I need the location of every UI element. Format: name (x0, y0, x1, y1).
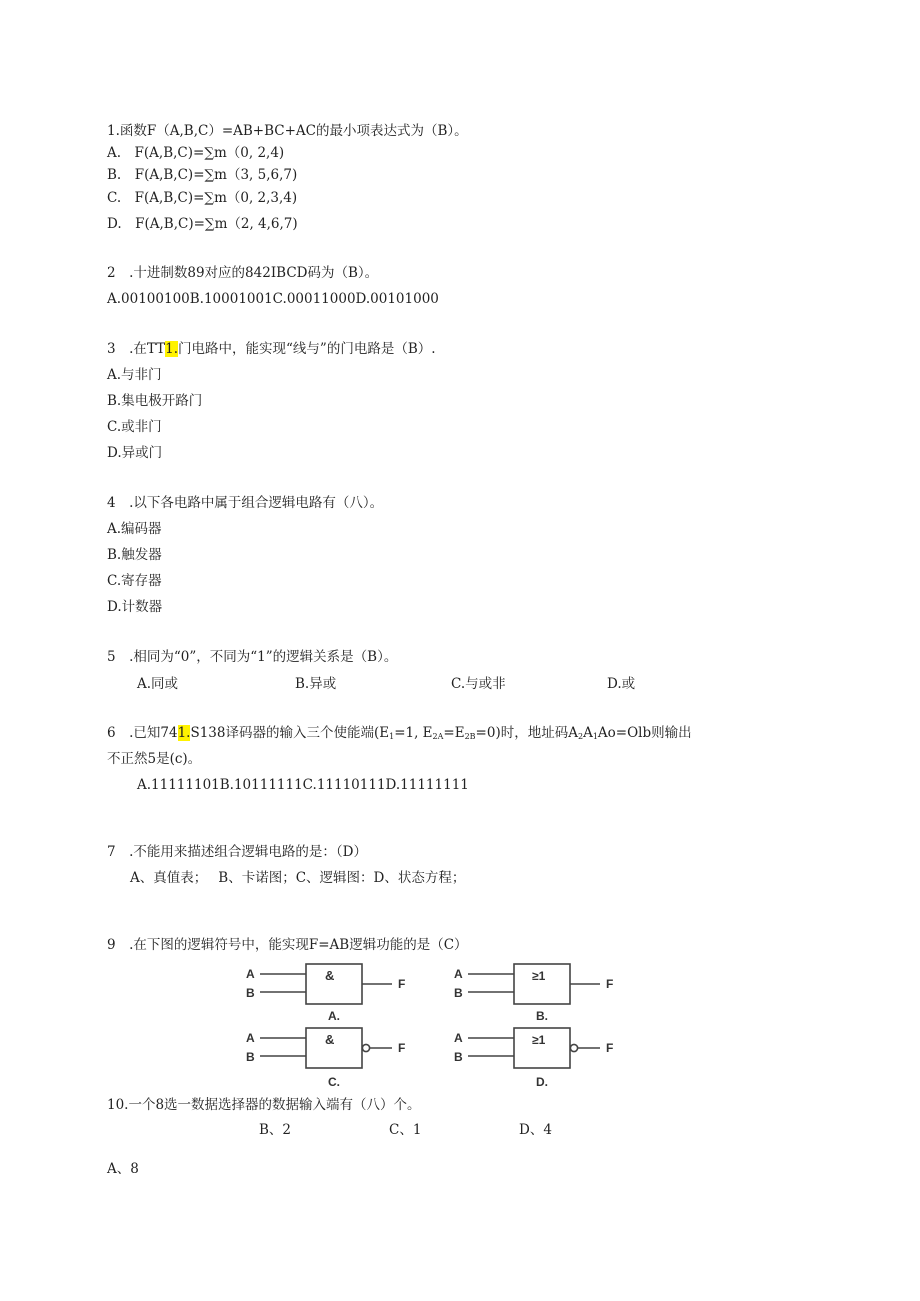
q6-sub4: 2 (577, 732, 584, 741)
gate-c-input-1: A (246, 1031, 255, 1045)
q4-option-a: A.编码器 (107, 521, 162, 537)
q10-option-c: C、1 (389, 1122, 422, 1138)
q6-question (107, 724, 692, 746)
q9-question: 9 .在下图的逻辑符号中，能实现F=AB逻辑功能的是（C） (107, 937, 468, 953)
gate-c-input-2: B (246, 1050, 255, 1064)
gate-d-input-1: A (454, 1031, 463, 1045)
q5-option-d: D.或 (607, 676, 636, 692)
q3-option-b: B.集电极开路门 (107, 393, 203, 409)
q5-option-b: B.异或 (295, 676, 337, 692)
q2-answers: A.00100100B.10001001C.00011000D.00101000 (107, 291, 439, 307)
q3-option-a: A.与非门 (107, 367, 162, 383)
q10-option-a: A、8 (107, 1161, 139, 1177)
gate-a-symbol: & (325, 968, 335, 983)
gate-a-output: F (398, 977, 406, 991)
q3-question-post: 门电路中，能实现“线与”的门电路是（B）. (178, 341, 436, 357)
q6-highlight: 1. (177, 725, 191, 741)
q7-answers: A、真值表； B、卡诺图；C、逻辑图：D、状态方程； (130, 870, 466, 886)
q6-mid3: =E (443, 725, 465, 741)
gate-b-symbol: ≥1 (532, 969, 546, 983)
q1-option-c: C. F(A,B,C)=∑m（0, 2,3,4) (107, 190, 298, 206)
q5-option-c: C.与或非 (451, 676, 506, 692)
q6-sub5: 1 (592, 732, 598, 741)
gate-d-caption: D. (536, 1075, 548, 1089)
gate-d-symbol: ≥1 (532, 1033, 546, 1047)
q5-option-a: A.同或 (137, 676, 179, 692)
q5-question: 5 .相同为“0”，不同为“1”的逻辑关系是（B）。 (107, 649, 398, 665)
gate-a-caption: A. (328, 1009, 340, 1023)
q10-option-b: B、2 (259, 1122, 292, 1138)
gate-c-caption: C. (328, 1075, 340, 1089)
q10-option-d: D、4 (519, 1122, 552, 1138)
q4-question: 4 .以下各电路中属于组合逻辑电路有（八）。 (107, 495, 384, 511)
q10-question: 10.一个8选一数据选择器的数据输入端有（八）个。 (107, 1097, 421, 1113)
q3-question-pre: 3 .在TT (107, 341, 166, 357)
q1-option-d: D. F(A,B,C)=∑m（2, 4,6,7) (107, 216, 298, 232)
q6-mid5: A (583, 725, 593, 741)
q6-sub2: 2A (432, 732, 444, 741)
q6-line2: 不正然5是(c)。 (107, 751, 202, 767)
q6-pre: 6 .已知74 (107, 725, 178, 741)
q1-question: 1.函数F（A,B,C）=AB+BC+AC的最小项表达式为（B）。 (107, 123, 468, 139)
q7-question: 7 .不能用来描述组合逻辑电路的是：（D） (107, 844, 367, 860)
q4-option-c: C.寄存器 (107, 573, 162, 589)
gate-d-input-2: B (454, 1050, 463, 1064)
q1-option-b: B. F(A,B,C)=∑m（3, 5,6,7) (107, 167, 298, 183)
q6-mid1: S138译码器的输入三个使能端(E (190, 725, 390, 741)
q6-mid4: =0)时，地址码A (475, 725, 578, 741)
gate-a-input-1: A (246, 967, 255, 981)
q2-question: 2 .十进制数89对应的842IBCD码为（B）。 (107, 265, 379, 281)
gate-b-input-2: B (454, 986, 463, 1000)
q1-option-a: A. F(A,B,C)=∑m（0, 2,4) (107, 145, 285, 161)
gate-c-output: F (398, 1041, 406, 1055)
q3-question (107, 340, 436, 358)
gate-b-input-1: A (454, 967, 463, 981)
q6-sub3: 2B (464, 732, 476, 741)
q6-answers: A.11111101B.10111111C.11110111D.11111111 (137, 777, 469, 793)
q4-option-d: D.计数器 (107, 599, 163, 615)
q6-mid6: Ao=Olb则输出 (597, 725, 692, 741)
q3-highlight: 1. (165, 341, 179, 357)
logic-gates-figure (240, 956, 630, 1094)
q6-sub1: 1 (389, 732, 395, 741)
gate-d-output: F (606, 1041, 614, 1055)
gate-b-caption: B. (536, 1009, 548, 1023)
gate-b-output: F (606, 977, 614, 991)
gate-c-symbol: & (325, 1032, 335, 1047)
q3-option-c: C.或非门 (107, 419, 162, 435)
gate-a-input-2: B (246, 986, 255, 1000)
q3-option-d: D.异或门 (107, 445, 163, 461)
q4-option-b: B.触发器 (107, 547, 162, 563)
q6-mid2: =1, E (394, 725, 433, 741)
